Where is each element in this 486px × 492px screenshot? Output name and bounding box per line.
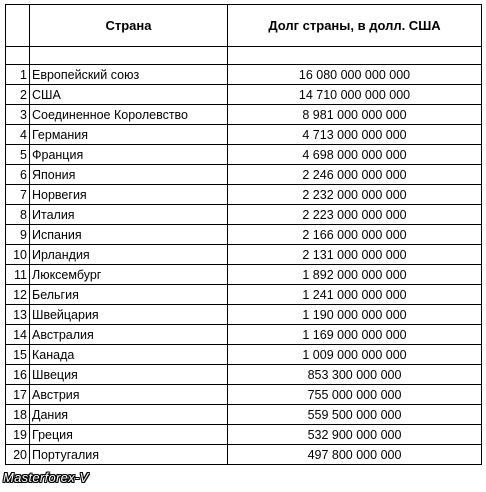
country-cell: США — [30, 85, 228, 105]
row-number-cell: 8 — [6, 205, 30, 225]
row-number-cell: 6 — [6, 165, 30, 185]
country-cell: Австрия — [30, 385, 228, 405]
country-cell: Европейский союз — [30, 65, 228, 85]
header-num-cell — [6, 5, 30, 47]
row-number-cell: 9 — [6, 225, 30, 245]
header-row — [6, 5, 482, 47]
country-cell: Италия — [30, 205, 228, 225]
country-cell: Ирландия — [30, 245, 228, 265]
country-cell: Франция — [30, 145, 228, 165]
country-cell: Япония — [30, 165, 228, 185]
row-number-cell: 10 — [6, 245, 30, 265]
debt-cell: 4 713 000 000 000 — [228, 125, 482, 145]
country-cell: Норвегия — [30, 185, 228, 205]
country-cell: Греция — [30, 425, 228, 445]
row-number-cell: 20 — [6, 445, 30, 465]
row-number-cell: 7 — [6, 185, 30, 205]
row-number-cell: 19 — [6, 425, 30, 445]
row-number-cell: 18 — [6, 405, 30, 425]
table-row — [6, 445, 482, 465]
debt-cell: 853 300 000 000 — [228, 365, 482, 385]
header-debt: Долг страны, в долл. США — [228, 5, 482, 47]
debt-cell: 1 241 000 000 000 — [228, 285, 482, 305]
spacer-row — [6, 47, 482, 65]
row-number-cell: 15 — [6, 345, 30, 365]
debt-cell: 2 232 000 000 000 — [228, 185, 482, 205]
country-cell: Люксембург — [30, 265, 228, 285]
debt-cell: 16 080 000 000 000 — [228, 65, 482, 85]
row-number-cell: 1 — [6, 65, 30, 85]
table-row — [6, 165, 482, 185]
table-row — [6, 65, 482, 85]
table-row — [6, 205, 482, 225]
debt-cell: 2 166 000 000 000 — [228, 225, 482, 245]
country-cell: Швейцария — [30, 305, 228, 325]
watermark-logo: Masterforex-V — [3, 470, 89, 485]
header-country: Страна — [30, 5, 228, 47]
country-cell: Соединенное Королевство — [30, 105, 228, 125]
debt-cell: 2 131 000 000 000 — [228, 245, 482, 265]
table-row — [6, 365, 482, 385]
spacer-cell — [30, 47, 228, 65]
table-row — [6, 225, 482, 245]
row-number-cell: 5 — [6, 145, 30, 165]
debt-cell: 1 892 000 000 000 — [228, 265, 482, 285]
row-number-cell: 4 — [6, 125, 30, 145]
country-cell: Дания — [30, 405, 228, 425]
table-row — [6, 105, 482, 125]
row-number-cell: 16 — [6, 365, 30, 385]
table-row — [6, 285, 482, 305]
table-row — [6, 425, 482, 445]
row-number-cell: 11 — [6, 265, 30, 285]
debt-cell: 1 009 000 000 000 — [228, 345, 482, 365]
country-cell: Германия — [30, 125, 228, 145]
country-cell: Португалия — [30, 445, 228, 465]
debt-cell: 4 698 000 000 000 — [228, 145, 482, 165]
table-row — [6, 185, 482, 205]
table-row — [6, 385, 482, 405]
country-cell: Австралия — [30, 325, 228, 345]
debt-cell: 559 500 000 000 — [228, 405, 482, 425]
debt-cell: 1 190 000 000 000 — [228, 305, 482, 325]
country-cell: Канада — [30, 345, 228, 365]
table-row — [6, 325, 482, 345]
row-number-cell: 14 — [6, 325, 30, 345]
spacer-cell — [6, 47, 30, 65]
debt-cell: 1 169 000 000 000 — [228, 325, 482, 345]
table-row — [6, 145, 482, 165]
country-cell: Испания — [30, 225, 228, 245]
debt-cell: 755 000 000 000 — [228, 385, 482, 405]
table-row — [6, 245, 482, 265]
debt-cell: 497 800 000 000 — [228, 445, 482, 465]
table-row — [6, 265, 482, 285]
debt-cell: 2 246 000 000 000 — [228, 165, 482, 185]
country-cell: Бельгия — [30, 285, 228, 305]
debt-cell: 14 710 000 000 000 — [228, 85, 482, 105]
table-row — [6, 405, 482, 425]
debt-cell: 532 900 000 000 — [228, 425, 482, 445]
table-row — [6, 125, 482, 145]
table-row — [6, 305, 482, 325]
debt-table — [5, 4, 482, 465]
debt-cell: 2 223 000 000 000 — [228, 205, 482, 225]
row-number-cell: 3 — [6, 105, 30, 125]
country-cell: Швеция — [30, 365, 228, 385]
row-number-cell: 13 — [6, 305, 30, 325]
table-row — [6, 85, 482, 105]
row-number-cell: 12 — [6, 285, 30, 305]
spacer-cell — [228, 47, 482, 65]
row-number-cell: 2 — [6, 85, 30, 105]
debt-cell: 8 981 000 000 000 — [228, 105, 482, 125]
row-number-cell: 17 — [6, 385, 30, 405]
table-row — [6, 345, 482, 365]
